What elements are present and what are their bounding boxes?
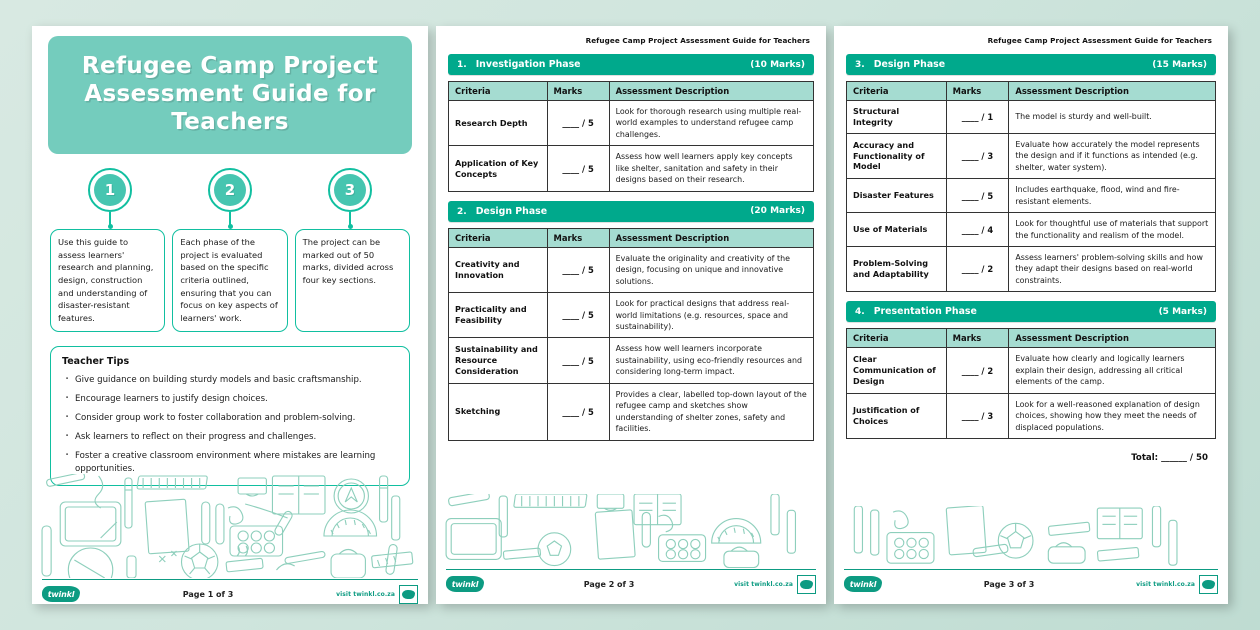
page-footer	[844, 569, 1218, 595]
cell-marks[interactable]: ____ / 5	[547, 338, 609, 383]
section-number: 2.	[457, 206, 467, 217]
cell-description: Evaluate how clearly and logically learners explain their design, addressing all critical elements of the camp.	[1009, 348, 1216, 393]
teacher-tips-box	[50, 346, 410, 486]
cell-criteria: Creativity and Innovation	[449, 247, 548, 292]
running-head: Refugee Camp Project Assessment Guide for Teachers	[987, 36, 1212, 45]
cell-marks[interactable]: ____ / 5	[547, 247, 609, 292]
section-marks: (5 Marks)	[1158, 306, 1207, 317]
table-row	[847, 213, 1216, 247]
table-row	[449, 101, 814, 146]
cell-marks[interactable]: ____ / 2	[946, 247, 1009, 292]
table-header-row	[449, 228, 814, 247]
column-header-marks: Marks	[946, 82, 1009, 101]
column-header-criteria: Criteria	[847, 329, 947, 348]
column-header-criteria: Criteria	[847, 82, 947, 101]
cell-marks[interactable]: ____ / 5	[547, 146, 609, 191]
teacher-tip-item: · Consider group work to foster collaboration and problem-solving.	[62, 412, 398, 424]
section-title: Design Phase	[475, 205, 548, 217]
table-header-row	[847, 329, 1216, 348]
section-title: Investigation Phase	[475, 59, 581, 70]
intro-step-marker-3	[291, 168, 409, 229]
intro-step-text-3: The project can be marked out of 50 marks, divided across four key sections.	[302, 237, 394, 285]
table-row	[449, 146, 814, 191]
cell-criteria: Accuracy and Functionality of Model	[847, 133, 947, 178]
cell-criteria: Structural Integrity	[847, 101, 947, 134]
teacher-tips-list	[62, 374, 398, 475]
document-title-line-1: Refugee Camp Project	[81, 53, 379, 79]
cell-description: Provides a clear, labelled top-down layout of the refugee camp and sketches show understanding of shelter zones, safety and facilities.	[609, 383, 813, 440]
intro-step-text-1: Use this guide to assess learners' research and planning, design, construction and understanding of disaster-resistant features.	[58, 237, 154, 323]
teacher-tip-item: · Give guidance on building sturdy models and basic craftsmanship.	[62, 374, 398, 386]
total-label: Total:	[1131, 453, 1159, 464]
cell-criteria: Research Depth	[449, 101, 548, 146]
cell-criteria: Use of Materials	[847, 213, 947, 247]
cell-marks[interactable]: ____ / 4	[946, 213, 1009, 247]
decorative-school-supplies-illustration	[840, 506, 1222, 568]
footer-right	[734, 575, 816, 594]
cell-criteria: Practicality and Feasibility	[449, 293, 548, 338]
column-header-marks: Marks	[547, 228, 609, 247]
page-footer	[446, 569, 816, 595]
cell-marks[interactable]: ____ / 5	[547, 383, 609, 440]
running-head: Refugee Camp Project Assessment Guide for Teachers	[585, 36, 810, 45]
decorative-school-supplies-illustration	[442, 494, 820, 568]
total-max: / 50	[1189, 453, 1208, 464]
cell-criteria: Clear Communication of Design	[847, 348, 947, 393]
step-number-1: 1	[94, 174, 126, 206]
twinkl-badge-icon	[797, 575, 816, 594]
cell-description: Look for thorough research using multiple real-world examples to understand refugee camp challenges.	[609, 101, 813, 146]
column-header-marks: Marks	[547, 82, 609, 101]
criteria-table-presentation-phase	[846, 328, 1216, 439]
cell-description: Assess how well learners apply key concepts like shelter, sanitation and safety in their designs based on their research.	[609, 146, 813, 191]
cell-marks[interactable]: ____ / 3	[946, 393, 1009, 438]
cell-description: Evaluate the originality and creativity of the design, focusing on unique and innovative solutions.	[609, 247, 813, 292]
table-row	[847, 348, 1216, 393]
table-row	[449, 247, 814, 292]
teacher-tips-heading: Teacher Tips	[62, 356, 130, 368]
table-row	[847, 179, 1216, 213]
cell-description: Look for practical designs that address real-world limitations (e.g. resources, space and sustainability).	[609, 293, 813, 338]
column-header-description: Assessment Description	[1009, 329, 1216, 348]
intro-step-marker-2	[171, 168, 289, 229]
cell-description: Look for thoughtful use of materials that support the functionality and realism of the model.	[1009, 213, 1216, 247]
step-circle-3	[328, 168, 372, 212]
section-title: Presentation Phase	[873, 306, 977, 318]
section-marks: (15 Marks)	[1152, 59, 1207, 70]
criteria-table-design-phase-3	[846, 81, 1216, 292]
document-page-1	[32, 26, 428, 604]
step-number-2: 2	[214, 174, 246, 206]
intro-step-text-2: Each phase of the project is evaluated based on the specific criteria outlined, ensuring that you can focus on key aspects of learners' work.	[180, 237, 278, 323]
cell-criteria: Sustainability and Resource Consideration	[449, 338, 548, 383]
column-header-description: Assessment Description	[609, 82, 813, 101]
cell-description: Assess learners' problem-solving skills and how they adapt their designs based on real-world constraints.	[1009, 247, 1216, 292]
cell-criteria: Justification of Choices	[847, 393, 947, 438]
footer-url[interactable]: visit twinkl.co.za	[734, 580, 793, 588]
twinkl-badge-icon	[399, 585, 418, 604]
column-header-criteria: Criteria	[449, 228, 548, 247]
decorative-school-supplies-illustration	[38, 474, 422, 578]
intro-step-boxes	[50, 229, 410, 332]
intro-step-marker-1	[51, 168, 169, 229]
section-title: Design Phase	[873, 59, 946, 70]
document-page-2	[436, 26, 826, 604]
cell-description: Assess how well learners incorporate sustainability, using eco-friendly resources and considering long-term impact.	[609, 338, 813, 383]
step-number-3: 3	[334, 174, 366, 206]
section-header-design-phase-2	[448, 201, 814, 222]
title-banner	[48, 36, 412, 154]
cell-criteria: Disaster Features	[847, 179, 947, 213]
cell-marks[interactable]: ____ / 5	[946, 179, 1009, 213]
teacher-tip-item: · Ask learners to reflect on their progress and challenges.	[62, 431, 398, 443]
page-footer	[42, 579, 418, 604]
page-number: Page 2 of 3	[583, 579, 635, 589]
column-header-description: Assessment Description	[609, 228, 813, 247]
section-header-design-phase-3	[846, 54, 1216, 75]
section-number: 3.	[855, 60, 865, 70]
document-title-line-2: Assessment Guide for Teachers	[84, 81, 376, 136]
table-row	[449, 293, 814, 338]
twinkl-logo: twinkl	[446, 576, 484, 592]
footer-url[interactable]: visit twinkl.co.za	[336, 590, 395, 598]
column-header-criteria: Criteria	[449, 82, 548, 101]
intro-step-box-1	[50, 229, 165, 332]
table-row	[449, 383, 814, 440]
section-marks: (20 Marks)	[750, 206, 805, 217]
criteria-table-investigation-phase	[448, 81, 814, 192]
section-number: 1.	[457, 60, 467, 70]
intro-steps-circles	[50, 168, 410, 229]
table-row	[847, 101, 1216, 134]
section-marks: (10 Marks)	[750, 59, 805, 70]
table-row	[449, 338, 814, 383]
footer-right	[336, 585, 418, 604]
footer-url[interactable]: visit twinkl.co.za	[1136, 580, 1195, 588]
section-header-investigation-phase	[448, 54, 814, 75]
section-header-presentation-phase	[846, 301, 1216, 322]
cell-description: Includes earthquake, flood, wind and fire-resistant elements.	[1009, 179, 1216, 213]
cell-description: The model is sturdy and well-built.	[1009, 101, 1216, 134]
table-row	[847, 393, 1216, 438]
cell-criteria: Sketching	[449, 383, 548, 440]
cell-criteria: Problem-Solving and Adaptability	[847, 247, 947, 292]
cell-marks[interactable]: ____ / 3	[946, 133, 1009, 178]
intro-step-box-2	[172, 229, 287, 332]
document-page-3	[834, 26, 1228, 604]
page-number: Page 1 of 3	[182, 589, 234, 599]
teacher-tip-item: · Encourage learners to justify design choices.	[62, 393, 398, 405]
total-blank[interactable]: ______	[1161, 453, 1187, 464]
column-header-description: Assessment Description	[1009, 82, 1216, 101]
table-header-row	[449, 82, 814, 101]
table-row	[847, 247, 1216, 292]
teacher-tip-item: · Foster a creative classroom environment where mistakes are learning opportunities.	[62, 450, 398, 475]
intro-step-box-3	[295, 229, 410, 332]
cell-marks[interactable]: ____ / 1	[946, 101, 1009, 134]
criteria-table-design-phase-2	[448, 228, 814, 441]
page-number: Page 3 of 3	[983, 579, 1035, 589]
twinkl-logo: twinkl	[844, 576, 882, 592]
cell-marks[interactable]: ____ / 2	[946, 348, 1009, 393]
cell-description: Evaluate how accurately the model represents the design and if it functions as intended (e.g. shelter, water system).	[1009, 133, 1216, 178]
footer-right	[1136, 575, 1218, 594]
column-header-marks: Marks	[946, 329, 1009, 348]
step-circle-2	[208, 168, 252, 212]
step-circle-1	[88, 168, 132, 212]
cell-description: Look for a well-reasoned explanation of design choices, showing how they meet the needs of displaced populations.	[1009, 393, 1216, 438]
cell-marks[interactable]: ____ / 5	[547, 293, 609, 338]
twinkl-badge-icon	[1199, 575, 1218, 594]
table-row	[847, 133, 1216, 178]
cell-criteria: Application of Key Concepts	[449, 146, 548, 191]
cell-marks[interactable]: ____ / 5	[547, 101, 609, 146]
section-number: 4.	[855, 307, 865, 318]
total-score-line	[846, 453, 1216, 463]
table-header-row	[847, 82, 1216, 101]
twinkl-logo: twinkl	[42, 586, 80, 602]
